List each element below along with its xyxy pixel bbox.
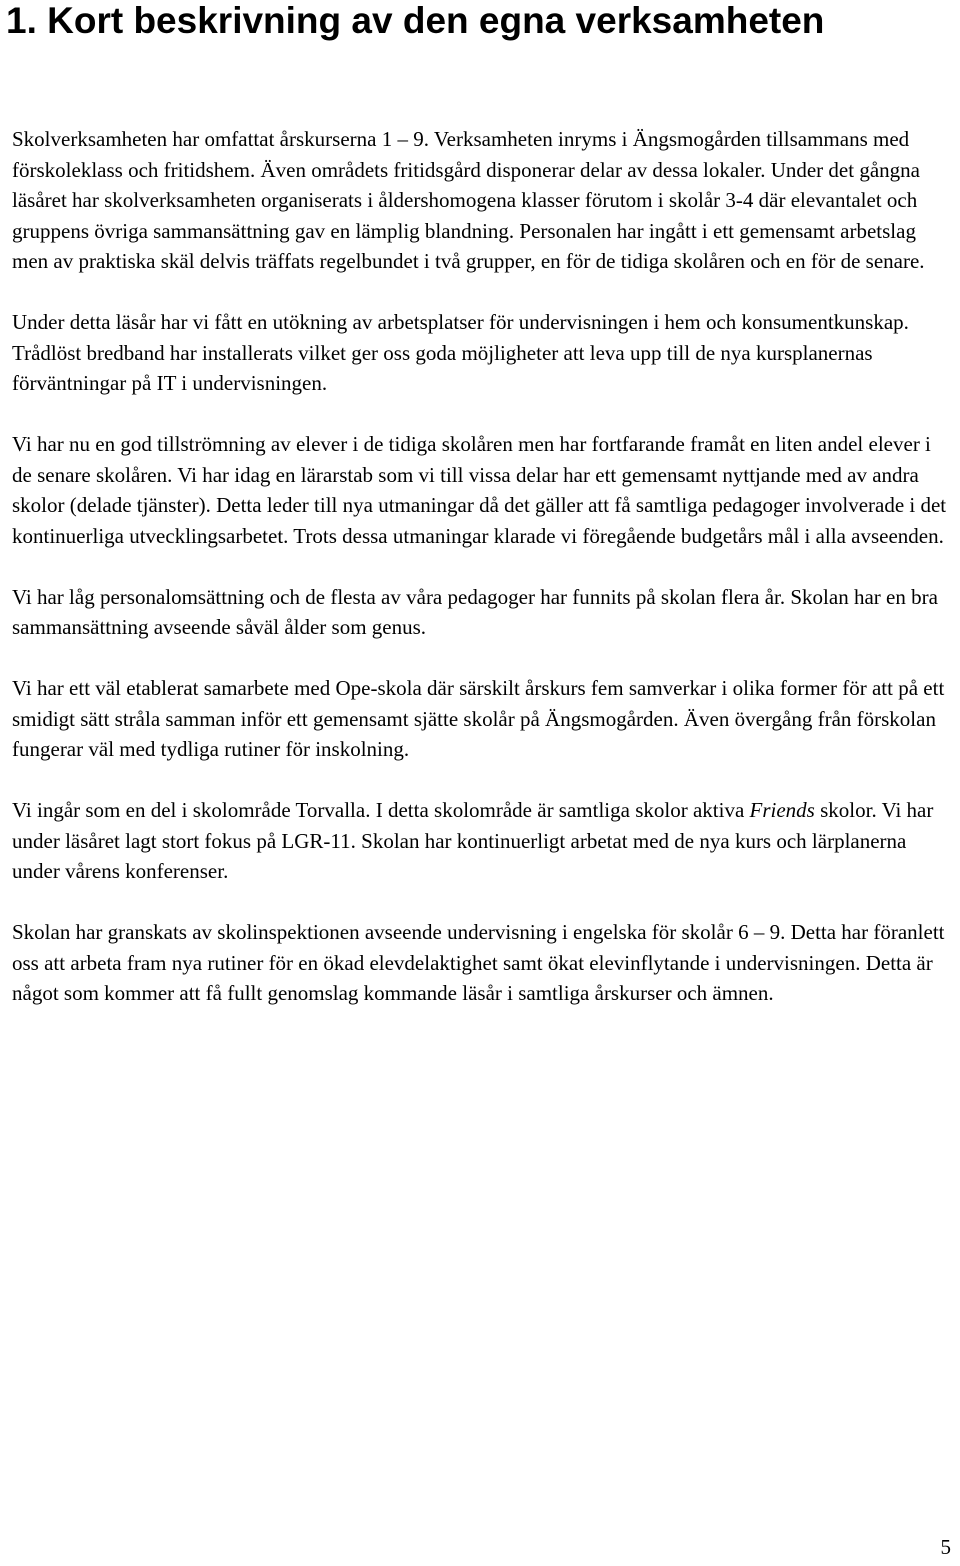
paragraph-school-overview: Skolverksamheten har omfattat årskurserna 1 – 9. Verksamheten inryms i Ängsmogården tillsammans med förskoleklass och fritidshem. Även områdets fritidsgård disponerar delar av dessa lokaler. Under det gångna läsåret har skolverksamheten organiserats i åldershomogena klasser förutom i skolår 3-4 där elevantalet och gruppens övriga sammansättning gav en lämplig blandning. Personalen har ingått i ett gemensamt arbetslag men av praktiska skäl delvis träffats regelbundet i två grupper, en för de tidiga skolåren och en för de senare.	[12, 127, 925, 273]
school-area-text-start: Vi ingår som en del i skolområde Torvalla. I detta skolområde är samtliga skolor aktiva	[12, 798, 750, 822]
paragraph-workplaces: Under detta läsår har vi fått en utökning av arbetsplatser för undervisningen i hem och konsumentkunskap. Trådlöst bredband har installerats vilket ger oss goda möjligheter att leva upp till de nya kursplanernas förväntningar på IT i undervisningen.	[12, 310, 909, 395]
paragraph-staff-turnover: Vi har låg personalomsättning och de flesta av våra pedagoger har funnits på skolan flera år. Skolan har en bra sammansättning avseende såväl ålder som genus.	[12, 584, 938, 639]
page-number: 5	[940, 1535, 951, 1559]
paragraph-inspection: Skolan har granskats av skolinspektionen avseende undervisning i engelska för skolår 6 – 9. Detta har föranlett oss att arbeta fram nya rutiner för en ökad elevdelaktighet samt ökat elevinflytande i undervisningen. Detta är något som kommer att få fullt genomslag kommande läsår i samtliga årskurser och ämnen.	[12, 920, 945, 1005]
paragraph-school-area	[12, 795, 952, 887]
section-heading: 1. Kort beskrivning av den egna verksamheten	[6, 0, 825, 41]
paragraph-cooperation: Vi har ett väl etablerat samarbete med Ope-skola där särskilt årskurs fem samverkar i olika former för att på ett smidigt sätt stråla samman inför ett gemensamt sjätte skolår på Ängsmogården. Även övergång från förskolan fungerar väl med tydliga rutiner för inskolning.	[12, 676, 945, 761]
paragraph-student-influx: Vi har nu en god tillströmning av elever i de tidiga skolåren men har fortfarande framåt en liten andel elever i de senare skolåren. Vi har idag en lärarstab som vi till vissa delar har ett gemensamt nyttjande med av andra skolor (delade tjänster). Detta leder till nya utmaningar då det gäller att få samtliga pedagoger involverade i det kontinuerliga utvecklingsarbetet. Trots dessa utmaningar klarade vi föregående budgetårs mål i alla avseenden.	[12, 432, 947, 548]
document-body	[12, 124, 952, 1039]
school-area-text-end: skolor. Vi har under läsåret lagt stort fokus på LGR-11. Skolan har kontinuerligt arbetat med de nya kurs och lärplanerna under vårens konferenser.	[12, 798, 934, 883]
friends-emphasis: Friends	[749, 798, 815, 822]
